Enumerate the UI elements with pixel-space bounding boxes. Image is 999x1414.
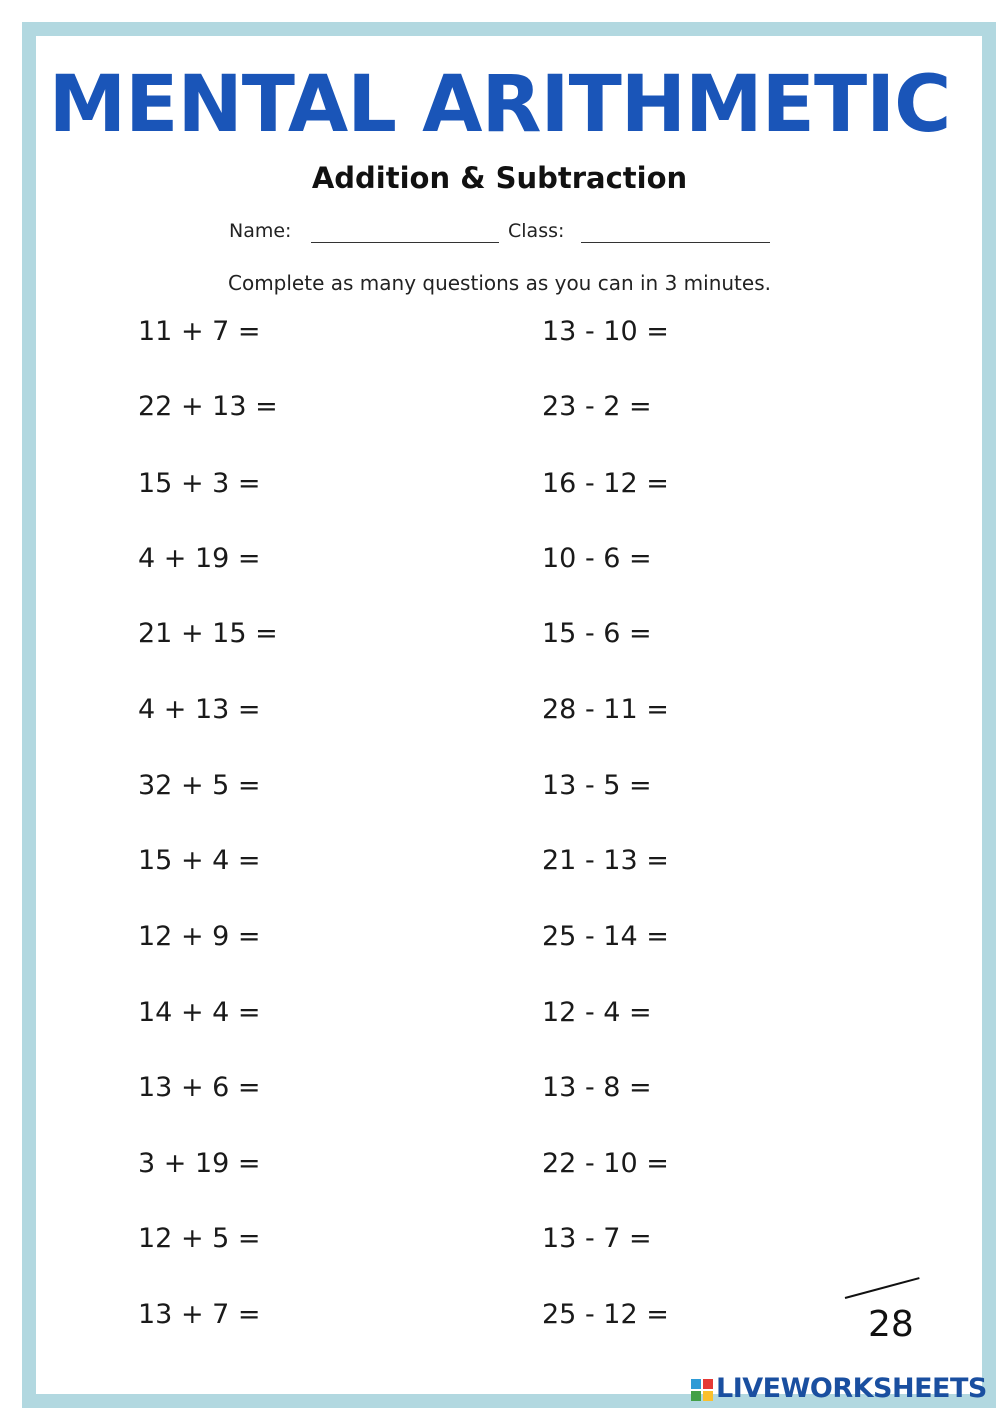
student-info-row <box>0 218 999 248</box>
question-text: 12 + 9 = <box>138 921 261 952</box>
question-text: 15 - 6 = <box>542 618 652 649</box>
addition-question <box>138 1070 339 1106</box>
subtraction-question <box>542 1070 730 1106</box>
addition-question <box>138 541 339 577</box>
addition-question <box>138 616 356 652</box>
page-subtitle: Addition & Subtraction <box>311 161 688 195</box>
question-text: 21 + 15 = <box>138 618 278 649</box>
question-text: 13 + 6 = <box>138 1072 261 1103</box>
name-field[interactable] <box>311 242 499 243</box>
addition-question <box>138 389 356 425</box>
subtraction-question <box>542 541 730 577</box>
question-text: 16 - 12 = <box>542 468 669 499</box>
answer-field[interactable] <box>660 999 730 1029</box>
addition-question <box>138 1297 339 1333</box>
subtraction-question <box>542 616 730 652</box>
question-text: 13 - 10 = <box>542 316 669 347</box>
question-text: 14 + 4 = <box>138 997 261 1028</box>
answer-field[interactable] <box>660 545 730 575</box>
answer-field[interactable] <box>269 923 339 953</box>
question-text: 4 + 13 = <box>138 694 261 725</box>
answer-field[interactable] <box>269 772 339 802</box>
subtraction-question <box>542 995 730 1031</box>
answer-field[interactable] <box>269 847 339 877</box>
answer-field[interactable] <box>269 1301 339 1331</box>
subtraction-question <box>542 314 747 350</box>
answer-field[interactable] <box>660 393 730 423</box>
answer-field[interactable] <box>269 1074 339 1104</box>
answer-field[interactable] <box>677 1150 747 1180</box>
subtraction-question <box>542 1146 747 1182</box>
answer-field[interactable] <box>677 923 747 953</box>
question-text: 13 + 7 = <box>138 1299 261 1330</box>
name-label: Name: <box>229 220 292 242</box>
question-text: 15 + 3 = <box>138 468 261 499</box>
class-label: Class: <box>508 220 565 242</box>
subtraction-question <box>542 1221 730 1257</box>
question-text: 10 - 6 = <box>542 543 652 574</box>
answer-field[interactable] <box>660 620 730 650</box>
answer-field[interactable] <box>660 1074 730 1104</box>
addition-question <box>138 995 339 1031</box>
addition-question <box>138 843 339 879</box>
liveworksheets-logo-icon <box>690 1378 714 1402</box>
answer-field[interactable] <box>660 1225 730 1255</box>
question-text: 11 + 7 = <box>138 316 261 347</box>
question-text: 25 - 12 = <box>542 1299 669 1330</box>
answer-field[interactable] <box>269 318 339 348</box>
answer-field[interactable] <box>269 1150 339 1180</box>
question-text: 32 + 5 = <box>138 770 261 801</box>
answer-field[interactable] <box>677 696 747 726</box>
addition-question <box>138 692 339 728</box>
addition-question <box>138 314 339 350</box>
addition-question <box>138 919 339 955</box>
addition-question <box>138 768 339 804</box>
answer-field[interactable] <box>677 847 747 877</box>
question-text: 22 + 13 = <box>138 391 278 422</box>
question-text: 23 - 2 = <box>542 391 652 422</box>
answer-field[interactable] <box>269 545 339 575</box>
question-text: 12 - 4 = <box>542 997 652 1028</box>
answer-field[interactable] <box>286 620 356 650</box>
question-text: 12 + 5 = <box>138 1223 261 1254</box>
subtraction-question <box>542 768 730 804</box>
answer-field[interactable] <box>269 999 339 1029</box>
subtraction-question <box>542 389 730 425</box>
instructions-text: Complete as many questions as you can in 3 minutes. <box>228 271 771 295</box>
question-text: 15 + 4 = <box>138 845 261 876</box>
subtraction-question <box>542 466 747 502</box>
score-total: 28 <box>868 1304 914 1345</box>
brand-name: LIVEWORKSHEETS <box>716 1373 987 1404</box>
question-text: 13 - 7 = <box>542 1223 652 1254</box>
page-title: MENTAL ARITHMETIC <box>48 60 951 150</box>
question-text: 3 + 19 = <box>138 1148 261 1179</box>
answer-field[interactable] <box>660 772 730 802</box>
question-text: 21 - 13 = <box>542 845 669 876</box>
subtraction-question <box>542 843 747 879</box>
subtraction-question <box>542 1297 747 1333</box>
subtraction-question <box>542 692 747 728</box>
class-field[interactable] <box>581 242 770 243</box>
subtraction-question <box>542 919 747 955</box>
answer-field[interactable] <box>677 318 747 348</box>
question-text: 13 - 8 = <box>542 1072 652 1103</box>
question-text: 25 - 14 = <box>542 921 669 952</box>
addition-question <box>138 466 339 502</box>
answer-field[interactable] <box>269 696 339 726</box>
question-text: 22 - 10 = <box>542 1148 669 1179</box>
addition-question <box>138 1146 339 1182</box>
addition-question <box>138 1221 339 1257</box>
question-text: 13 - 5 = <box>542 770 652 801</box>
question-text: 28 - 11 = <box>542 694 669 725</box>
answer-field[interactable] <box>269 1225 339 1255</box>
answer-field[interactable] <box>286 393 356 423</box>
answer-field[interactable] <box>677 470 747 500</box>
brand-footer <box>690 1372 990 1406</box>
answer-field[interactable] <box>269 470 339 500</box>
question-text: 4 + 19 = <box>138 543 261 574</box>
answer-field[interactable] <box>677 1301 747 1331</box>
